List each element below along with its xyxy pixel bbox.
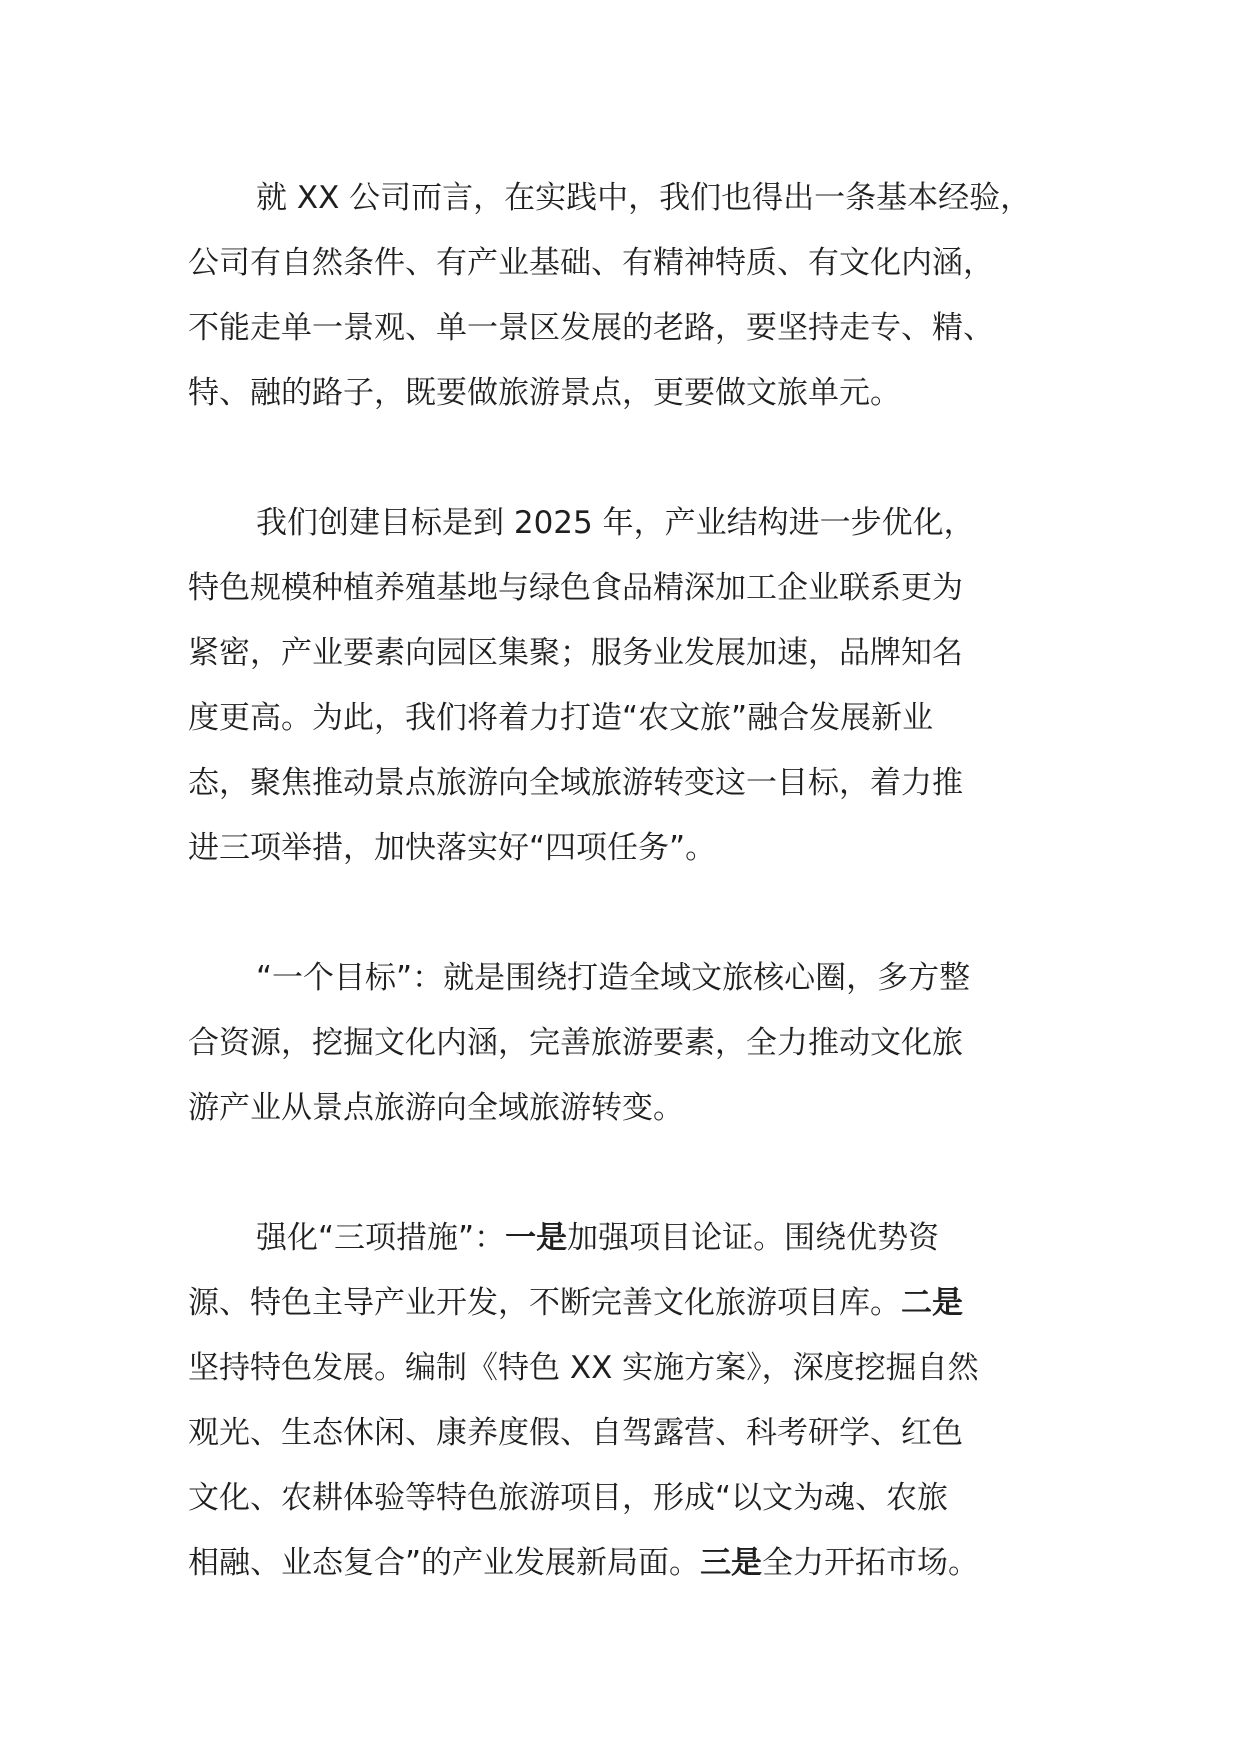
text-line: 观光、生态休闲、康养度假、自驾露营、科考研学、红色 <box>188 1415 963 1451</box>
text-line: 紧密，产业要素向园区集聚；服务业发展加速，品牌知名 <box>188 635 963 671</box>
text-line: 游产业从景点旅游向全域旅游转变。 <box>188 1090 684 1126</box>
text-line: 度更高。为此，我们将着力打造“农文旅”融合发展新业 <box>188 700 934 736</box>
text-line <box>188 1206 1088 1271</box>
text-segment: 加强项目论证。围绕优势资 <box>567 1220 940 1256</box>
text-segment: 相融、业态复合”的产业发展新局面。 <box>188 1545 701 1581</box>
text-line <box>188 1271 1088 1336</box>
text-line: 文化、农耕体验等特色旅游项目，形成“以文为魂、农旅 <box>188 1480 949 1516</box>
bold-marker: 一是 <box>505 1220 568 1256</box>
bold-marker: 二是 <box>901 1285 963 1321</box>
text-line <box>188 1531 1088 1596</box>
text-line: 不能走单一景观、单一景区发展的老路，要坚持走专、精、 <box>188 310 994 346</box>
text-segment: 强化“三项措施”： <box>256 1220 506 1256</box>
text-line: 就 XX 公司而言，在实践中，我们也得出一条基本经验， <box>256 180 1032 216</box>
paragraph-4 <box>188 1206 1088 1596</box>
text-line: 公司有自然条件、有产业基础、有精神特质、有文化内涵， <box>188 245 994 281</box>
paragraph-1 <box>188 166 1088 426</box>
paragraph-2 <box>188 491 1088 881</box>
text-line: 合资源，挖掘文化内涵，完善旅游要素，全力推动文化旅 <box>188 1025 963 1061</box>
bold-marker: 三是 <box>700 1545 763 1581</box>
text-line: 进三项举措，加快落实好“四项任务”。 <box>188 830 717 866</box>
text-line: 态，聚焦推动景点旅游向全域旅游转变这一目标，着力推 <box>188 765 963 801</box>
text-line: “一个目标”：就是围绕打造全域文旅核心圈，多方整 <box>256 960 971 996</box>
document-body <box>188 166 1088 1661</box>
text-line: 我们创建目标是到 2025 年，产业结构进一步优化， <box>256 505 975 541</box>
text-line: 特、融的路子，既要做旅游景点，更要做文旅单元。 <box>188 375 901 411</box>
text-line: 特色规模种植养殖基地与绿色食品精深加工企业联系更为 <box>188 570 963 606</box>
paragraph-3 <box>188 946 1088 1141</box>
text-line: 坚持特色发展。编制《特色 XX 实施方案》，深度挖掘自然 <box>188 1350 979 1386</box>
text-segment: 全力开拓市场。 <box>762 1545 980 1581</box>
text-segment: 源、特色主导产业开发，不断完善文化旅游项目库。 <box>188 1285 901 1321</box>
